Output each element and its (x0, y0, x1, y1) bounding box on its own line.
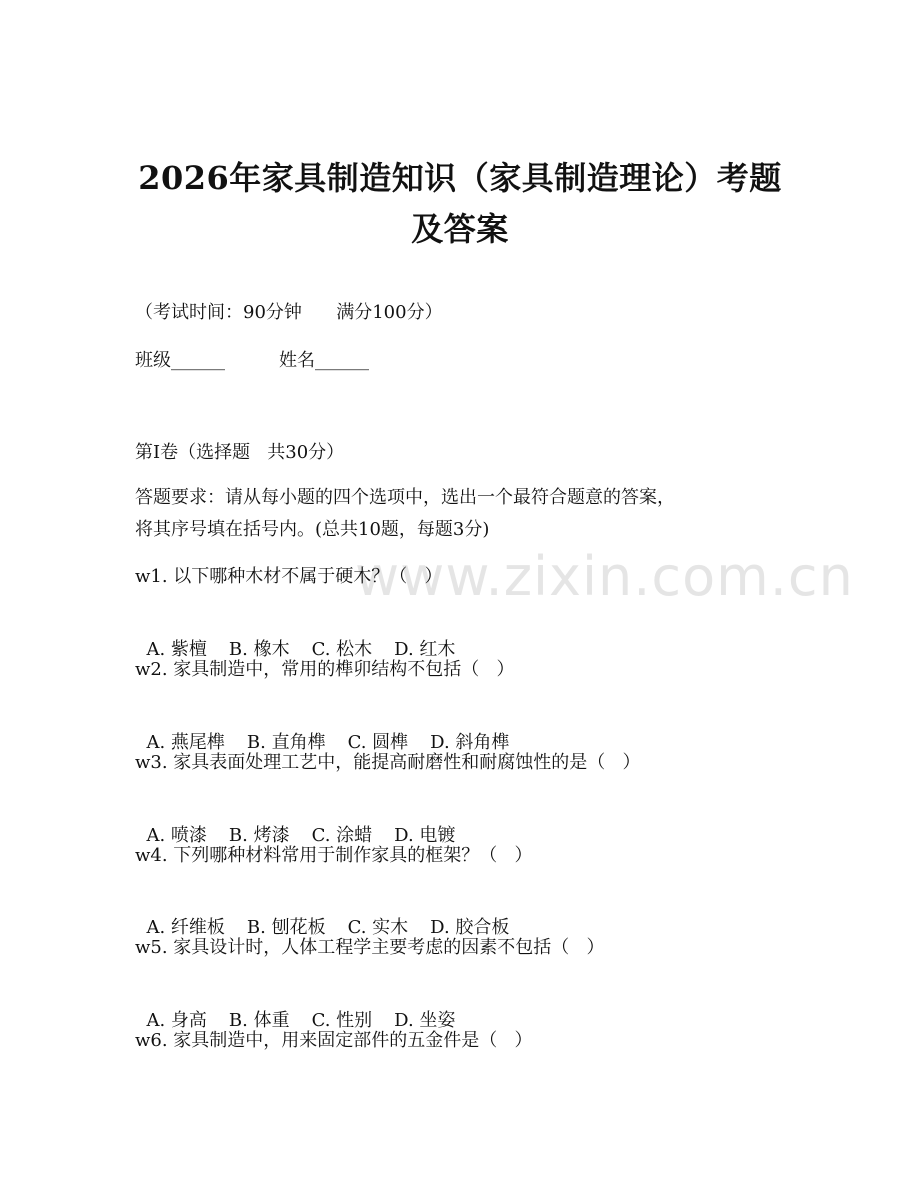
question-3-options (135, 797, 477, 849)
question-4-text: w4. 下列哪种材料常用于制作家具的框架？（ ） (135, 845, 533, 866)
question-3-text: w3. 家具表面处理工艺中，能提高耐磨性和耐腐蚀性的是（ ） (135, 752, 641, 773)
option-d: D. 胶合板 (430, 917, 510, 938)
option-c: C. 实木 (347, 917, 409, 938)
question-6-text: w6. 家具制造中，用来固定部件的五金件是（ ） (135, 1030, 533, 1051)
document-title-line-2: 及答案 (411, 210, 509, 248)
option-b: B. 烤漆 (228, 825, 290, 846)
option-a: A. 身高 (146, 1010, 207, 1031)
document-title-line-1: 2026年家具制造知识（家具制造理论）考题 (138, 159, 782, 197)
exam-info: （考试时间：90分钟 满分100分） (135, 302, 443, 323)
option-c: C. 圆榫 (347, 732, 409, 753)
option-b: B. 刨花板 (246, 917, 326, 938)
option-b: B. 直角榫 (246, 732, 326, 753)
option-d: D. 坐姿 (394, 1010, 456, 1031)
option-c: C. 性别 (311, 1010, 373, 1031)
option-a: A. 喷漆 (146, 825, 207, 846)
question-5-options (135, 982, 477, 1034)
section-title: 第Ⅰ卷（选择题 共30分） (135, 442, 345, 463)
option-b: B. 橡木 (228, 639, 290, 660)
option-b: B. 体重 (228, 1010, 290, 1031)
question-5-text: w5. 家具设计时，人体工程学主要考虑的因素不包括（ ） (135, 937, 605, 958)
question-4-options (135, 889, 531, 941)
watermark: www.zixin.com.cn (355, 545, 854, 608)
question-1-text: w1. 以下哪种木材不属于硬木？（ ） (135, 566, 443, 587)
option-c: C. 涂蜡 (311, 825, 373, 846)
option-d: D. 电镀 (394, 825, 456, 846)
requirement-line-2: 将其序号填在括号内。(总共10题，每题3分) (135, 519, 490, 540)
student-info (135, 348, 369, 374)
name-label: 姓名______ (279, 350, 369, 371)
option-d: D. 斜角榫 (430, 732, 510, 753)
question-2-options (135, 704, 531, 756)
question-2-text: w2. 家具制造中，常用的榫卯结构不包括（ ） (135, 659, 515, 680)
option-a: A. 紫檀 (146, 639, 207, 660)
option-d: D. 红木 (394, 639, 456, 660)
class-label: 班级______ (135, 350, 225, 371)
option-a: A. 纤维板 (146, 917, 225, 938)
question-1-options (135, 611, 477, 663)
option-c: C. 松木 (311, 639, 373, 660)
requirement-line-1: 答题要求：请从每小题的四个选项中，选出一个最符合题意的答案， (135, 487, 675, 508)
option-a: A. 燕尾榫 (146, 732, 225, 753)
